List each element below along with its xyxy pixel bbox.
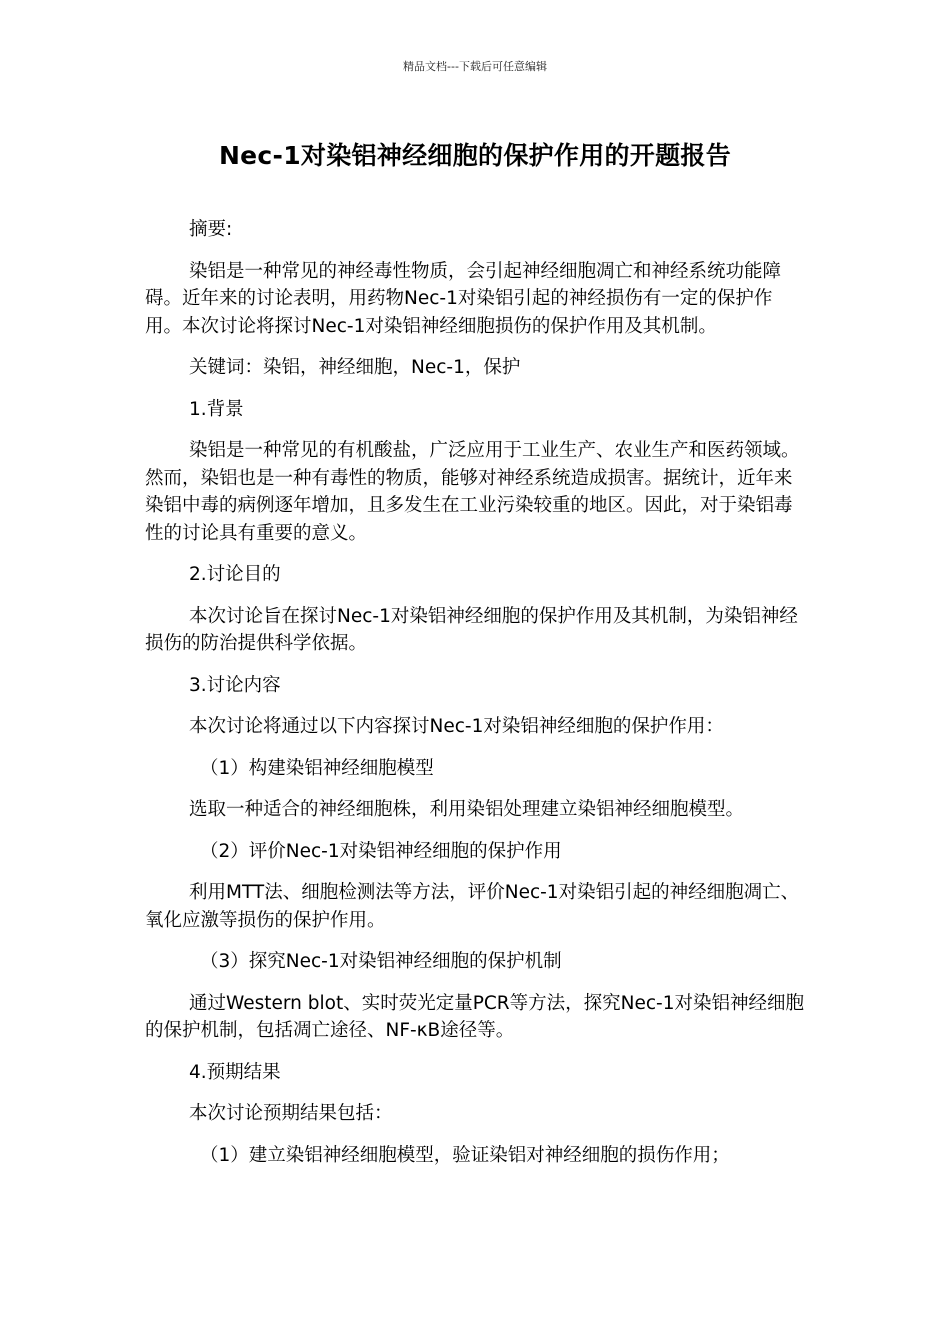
document-body (145, 216, 805, 1183)
background-text: 染铝是一种常见的有机酸盐，广泛应用于工业生产、农业生产和医药领域。然而，染铝也是一种有毒性的物质，能够对神经系统造成损害。据统计，近年来染铝中毒的病例逐年增加，且多发生在工业污染较重的地区。因此，对于染铝毒性的讨论具有重要的意义。 (145, 440, 800, 544)
abstract-text: 染铝是一种常见的神经毒性物质，会引起神经细胞凋亡和神经系统功能障碍。近年来的讨论表明，用药物Nec-1对染铝引起的神经损伤有一定的保护作用。本次讨论将探讨Nec-1对染铝神经细胞损伤的保护作用及其机制。 (145, 260, 782, 337)
content-item-3-title: （3）探究Nec-1对染铝神经细胞的保护机制 (200, 951, 562, 972)
content-item-1-title: （1）构建染铝神经细胞模型 (200, 757, 434, 779)
results-intro: 本次讨论预期结果包括： (189, 1103, 393, 1124)
content-item-1-text: 选取一种适合的神经细胞株，利用染铝处理建立染铝神经细胞模型。 (189, 799, 745, 820)
section-heading-purpose: 2.讨论目的 (189, 564, 281, 585)
section-heading-content: 3.讨论内容 (189, 674, 281, 696)
purpose-text: 本次讨论旨在探讨Nec-1对染铝神经细胞的保护作用及其机制，为染铝神经损伤的防治提供科学依据。 (145, 605, 798, 654)
content-item-2-text: 利用MTT法、细胞检测法等方法，评价Nec-1对染铝引起的神经细胞凋亡、氧化应激等损伤的保护作用。 (145, 882, 800, 931)
result-item-1: （1）建立染铝神经细胞模型，验证染铝对神经细胞的损伤作用； (200, 1144, 730, 1166)
header-note: 精品文档---下载后可任意编辑 (403, 60, 547, 73)
content-intro: 本次讨论将通过以下内容探讨Nec-1对染铝神经细胞的保护作用： (189, 716, 724, 737)
abstract-label: 摘要: (189, 219, 233, 240)
content-item-2-title: （2）评价Nec-1对染铝神经细胞的保护作用 (200, 840, 562, 862)
section-heading-background: 1.背景 (189, 398, 244, 420)
section-heading-results: 4.预期结果 (189, 1061, 281, 1083)
keywords: 关键词：染铝，神经细胞，Nec-1，保护 (189, 357, 521, 378)
document-title: Nec-1对染铝神经细胞的保护作用的开题报告 (218, 141, 732, 170)
content-item-3-text: 通过Western blot、实时荧光定量PCR等方法，探究Nec-1对染铝神经细胞的保护机制，包括凋亡途径、NF-κB途径等。 (145, 992, 804, 1041)
